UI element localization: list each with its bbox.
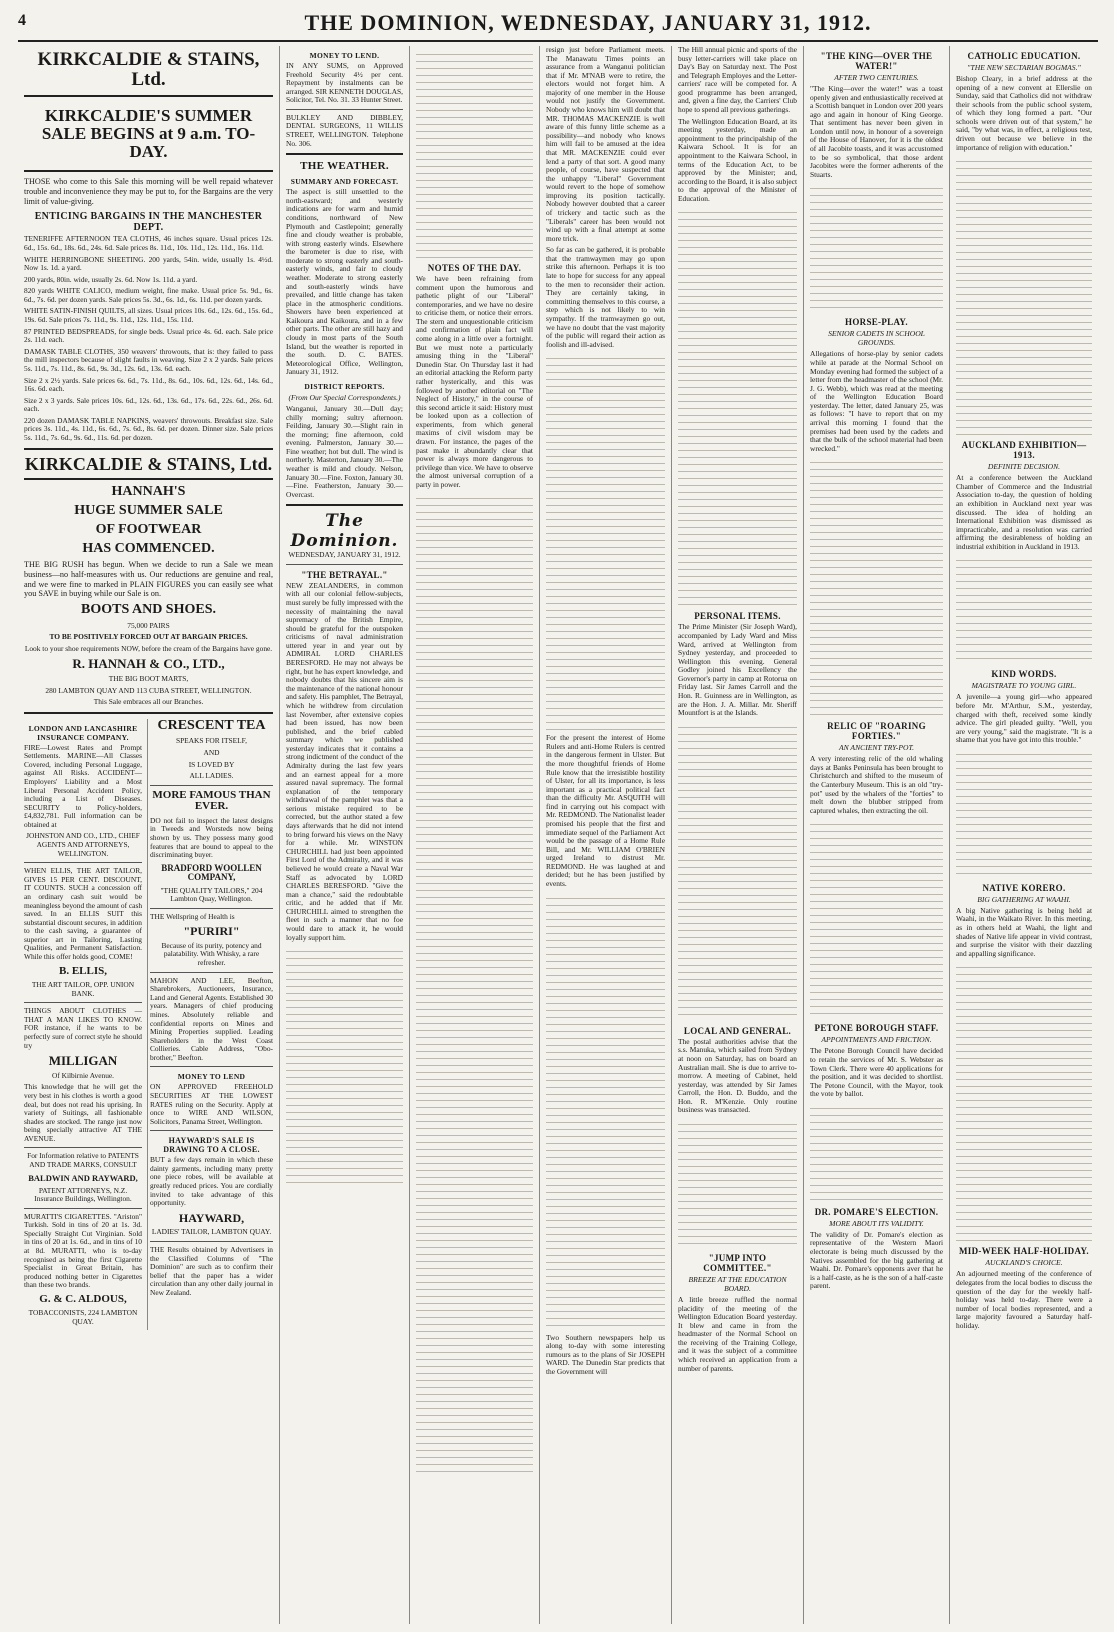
- column-5: [672, 46, 804, 1624]
- native-text: A big Native gathering is being held at Waahi, in the Waikato River. In this meeting, as in others held at Waahi, the light and shades of Native life appear in vivid contrast, and surprise the visitor with their dazzling and appalling significance.: [956, 905, 1092, 958]
- pomare-text: The validity of Dr. Pomare's election as representative of the Western Maori electorate is being much discussed by the Natives assembled for the big gathering at Waahi. Dr. Pomare's opponents aver that he is a half-caste, as he is the son of a half-caste parent.: [810, 1229, 943, 1291]
- bargain-item: Size 2 x 2½ yards. Sale prices 6s. 6d., 7s. 11d., 8s. 6d., 10s. 6d., 12s. 6d., 14s. 6d., 16s. 6d. each.: [24, 375, 273, 394]
- bargain-item: 87 PRINTED BEDSPREADS, for single beds. Usual price 4s. 6d. each. Sale price 2s. 11d. each.: [24, 326, 273, 345]
- masthead: THE DOMINION, WEDNESDAY, JANUARY 31, 1912.: [304, 10, 872, 35]
- horse-text: Allegations of horse-play by senior cadets while at parade at the Normal School on Monday evening had formed the subject of a letter from the headmaster of the school (Mr. J. G. Webb), which was read at the meeting of the Wellington Education Board yesterday. The letter, dated January 25, was as follows: "I have to report that on my arrival this morning I found that the premises had been used by the cadets and that the bulk of the school material had been wrecked.": [810, 349, 943, 453]
- col6-filler-2: [810, 456, 943, 716]
- column-6: [804, 46, 950, 1624]
- col7-filler-2: [956, 554, 1092, 664]
- page-header: [18, 8, 1098, 42]
- half-sub: AUCKLAND'S CHOICE.: [985, 1258, 1063, 1268]
- money-head: MONEY TO LEND.: [309, 51, 380, 60]
- col1-lower-left: [24, 719, 148, 1330]
- insurance-text: FIRE—Lowest Rates and Prompt Settlements. MARINE—All Classes Covered, including Personal Luggage, against All Risks. ACCIDENT—Employers' Liability and a Most Liberal Personal Accident Policy, including a List of Diseases. SECURITY to Policy-holders, £4,832,781. Full information can be obtained at: [24, 742, 142, 829]
- ellis-address: THE ART TAILOR, OPP. UNION BANK.: [31, 980, 135, 998]
- col5-filler-3: [678, 1118, 797, 1248]
- col7-filler-1: [956, 155, 1092, 435]
- auck-text: At a conference between the Auckland Chamber of Commerce and the Industrial Association to-day, the question of holding an exhibition in Auckland next year was discussed. The idea of holding an International Exhibition was dismissed as impracticable, and a resolution was carried affirming the desirableness of holding an industrial exhibition in Auckland in 1913.: [956, 473, 1092, 551]
- col5-text-2: The Wellington Education Board, at its meeting yesterday, made an appointment to the principalship of the Kaiwara School. It is for an appointment to the Kaiwara School, in terms of the Education Act, to be approved by the Minister; and, according to the Board, it is also subject to the approval of the Minister of Education.: [678, 116, 797, 203]
- crescent-head: CRESCENT TEA: [157, 717, 266, 733]
- petone-head: PETONE BOROUGH STAFF.: [814, 1023, 939, 1034]
- crescent-sub-1: SPEAKS FOR ITSELF,: [175, 736, 248, 746]
- famous-text: DO not fail to inspect the latest designs in Tweeds and Worsteds now being shown by us. They possess many good features that are bound to appeal to the discriminating buyer.: [150, 815, 273, 860]
- king-sub: AFTER TWO CENTURIES.: [834, 73, 919, 82]
- dentists-text: BULKLEY AND DIBBLEY, DENTAL SURGEONS, 11 WILLIS STREET, WELLINGTON. Telephone No. 306.: [286, 112, 403, 148]
- puriri-name: "PURIRI": [183, 924, 240, 939]
- hannah-company: R. HANNAH & CO., LTD.,: [72, 656, 225, 672]
- personal-text: The Prime Minister (Sir Joseph Ward), accompanied by Lady Ward and Miss Ward, arrived at Wellington from Sydney yesterday, and proceeded to Wellington this evening. General Godley joined his Excellency the Governor's party in camp at Rotorua on Friday last. Sir James Carroll and the Hon. R. Guinness are in Wellington, as are the Hon. J. A. Millar. Mr. Sheriff Mountfort is at the Islands.: [678, 622, 797, 718]
- hannah-headline-4: HAS COMMENCED.: [82, 540, 215, 556]
- col4-text-2: So far as can be gathered, it is probable that the tramwaymen may go upon strike this afternoon. Perhaps it is too late to hope for success for any appeal to the men to reconsider their action. They are certainly taking, in committing themselves to this course, a step which is not likely to win sympathy. If the tramwaymen go out, we have no doubt that the vast majority of the public will regard their action as foolish and ill-advised.: [546, 245, 665, 349]
- horse-sub: SENIOR CADETS IN SCHOOL GROUNDS.: [828, 329, 925, 348]
- hayward-head: HAYWARD'S SALE IS DRAWING TO A CLOSE.: [163, 1136, 260, 1155]
- col5-text-1: The Hill annual picnic and sports of the busy letter-carriers will take place on Day's Bay on Saturday next. The Post and Telegraph Employes and the Letter-carriers' race will be competed for. A good programme has been arranged, and, given a fine day, the Carriers' Club hope to spend all previous gatherings.: [678, 46, 797, 115]
- hannah-forced: TO BE POSITIVELY FORCED OUT AT BARGAIN PRICES.: [49, 632, 248, 642]
- district-head: DISTRICT REPORTS.: [304, 381, 385, 391]
- col5-filler-1: [678, 206, 797, 606]
- personal-head: PERSONAL ITEMS.: [694, 611, 781, 622]
- hannah-headline-1: HANNAH'S: [111, 484, 186, 500]
- crescent-sub-4: ALL LADIES.: [189, 771, 234, 781]
- hayward-sub: LADIES' TAILOR, LAMBTON QUAY.: [151, 1227, 272, 1237]
- crescent-sub-3: IS LOVED BY: [188, 759, 235, 769]
- bargain-item: WHITE SATIN-FINISH QUILTS, all sizes. Usual prices 10s. 6d., 12s. 6d., 15s. 6d., 19s. 6d. Sale prices 7s. 11d., 9s. 11d., 12s. 11d., 15s. 11d.: [24, 306, 273, 325]
- hannah-look: Look to your shoe requirements NOW, before the cream of the Bargains have gone.: [24, 643, 273, 653]
- col1-lower-right: [150, 719, 273, 1298]
- aldous-name: G. & C. ALDOUS,: [39, 1292, 127, 1305]
- bargain-item: WHITE HERRINGBONE SHEETING. 200 yards, 54in. wide, usually 1s. 4½d. Now 1s. 1d. a yard.: [24, 254, 273, 273]
- col4-text-4: Two Southern newspapers help us along to-day with some interesting rumours as to the plans of Sir JOSEPH WARD. The Dunedin Star predicts that the Government will: [546, 1332, 665, 1376]
- king-text: "The King—over the water!" was a toast openly given and enthusiastically received at a Scottish banquet in London over 200 years ago and again in honour of King George. That sentiment has never been given in London until now, in honour of a sovereign of the House of Hanover, for it is the oldest of all Jacobite toasts, and it was accustomed to be so symbolical, that those ardent Jacobites were the former adherents of the Stuarts.: [810, 84, 943, 179]
- milligan-body: This knowledge that he will get the very best in his clothes is worth a good deal, but does not read his uprising. In variety of Suitings, all fashionable shades are stocked. The range just now being specially attractive AT THE AVENUE.: [24, 1082, 142, 1143]
- jump-head: "JUMP INTO COMMITTEE.": [703, 1252, 772, 1273]
- summer-sale-headline: KIRKCALDIE'S SUMMER SALE BEGINS at 9 a.m. TO-DAY.: [41, 105, 256, 161]
- puriri-body: Because of its purity, potency and palatability. With Whisky, a rare refresher.: [161, 940, 262, 968]
- weather-text: The aspect is still unsettled to the north-eastward; and westerly indications are for warm and humid conditions, northward of New Plymouth and Castlepoint; generally fine and cloudy weather is probable, with strong easterly winds. Elsewhere the barometer is due to rise, with moderate to strong easterly and south-easterly winds, and fair to cloudy weather. Moderate to strong easterly and south-easterly winds have prevailed, and little change has taken place in the atmospheric conditions. Showers have been experienced at Kaikoura and Kaikoura, and in a few other parts. The other are still hazy and cloudy in most parts of the South Island, but the weather is reported in the south. D. C. BATES. Meteorological Office, Wellington, January 31, 1912.: [286, 187, 403, 377]
- kirkcaldie-title: KIRKCALDIE & STAINS, Ltd.: [37, 49, 260, 90]
- jump-sub: BREEZE AT THE EDUCATION BOARD.: [688, 1274, 787, 1293]
- puriri-text: THE Wellspring of Health is: [150, 911, 235, 921]
- patents-text: For Information relative to PATENTS AND TRADE MARKS, CONSULT: [27, 1151, 139, 1169]
- auck-head: AUCKLAND EXHIBITION—1913.: [961, 440, 1087, 461]
- money2-text: ON APPROVED FREEHOLD SECURITIES AT THE LOWEST RATES ruling on the Security. Apply at once to WIRE AND WILSON, Solicitors, Panama Street, Wellington.: [150, 1082, 273, 1126]
- pomare-head: DR. POMARE'S ELECTION.: [814, 1206, 939, 1217]
- hayward-text: BUT a few days remain in which these dainty garments, including many pretty one piece robes, will be available at greatly reduced prices. You are cordially invited to take advantage of this opportunity.: [150, 1155, 273, 1208]
- bradford-name: BRADFORD WOOLLEN COMPANY,: [161, 862, 262, 883]
- column-4: [540, 46, 672, 1624]
- col4-filler-2: [546, 892, 665, 1332]
- col4-text-1: resign just before Parliament meets. The Manawatu Times points an assurance from a Wanganui politician that if Mr. M'NAB were to retire, the electors would not forget him. A majority of one member in the House would not justify the Government. Nobody who knows him will doubt that MR. THOMAS MACKENZIE is well aware of this funny little scheme as a possibility—and nobody who knows him will fail to be amused at the idea that MR. MACKENZIE could ever lend a party of that sort. A good many people, of course, have suspected that the unhappy "Liberal" Government would revert to the hope of somehow improving its position tactically. Nobody however doubted that a career of trickery and tactic such as the "Liberals" career has been would not wind up with a final attempt at some more trick.: [546, 46, 665, 243]
- hannah-pairs: 75,000 PAIRS: [127, 620, 170, 630]
- kind-sub: MAGISTRATE TO YOUNG GIRL.: [971, 681, 1077, 691]
- column-2: [280, 46, 410, 1624]
- bargain-item: 220 dozen DAMASK TABLE NAPKINS, weavers' throwouts. Breakfast size. Sale prices 3s. 11d., 4s. 11d., 6s. 6d., 7s. 6d., 8s. 6d. per dozen. Dinner size. Sale prices 5s. 11d., 7s. 6d., 9s. 6d., 11s. 6d. per dozen.: [24, 415, 273, 442]
- weather-head: THE WEATHER.: [300, 160, 389, 173]
- kind-head: KIND WORDS.: [991, 669, 1057, 680]
- betrayal-text: NEW ZEALANDERS, in common with all our colonial fellow-subjects, must surely be fully impressed with the necessity of maintaining the naval supremacy of the British Empire, should be grateful for the outspoken criticisms of naval administration uttered year in and year out by ADMIRAL LORD CHARLES BERESFORD. He may not always be right, but he has expert knowledge, and nobody doubts that his sincere aim is the maintenance of the national honour and safety. His pamphlet, The Betrayal, which he withdrew from circulation last November, after extensive copies had been issued, has now been published, and the brief cabled summary which we published yesterday indicates that it contains a strong indictment of the conduct of the Admiralty during the last few years and an earnest appeal for a more assured naval supremacy. The formal explanation of the temporary withdrawal of the pamphlet was that a serious mistake required to be corrected, but the author stated a few days afterwards that he did not intend to bring forward his views on the Navy for a while. Mr. WINSTON CHURCHILL had just been appointed First Lord of the Admiralty, and it was believed he would create a Naval War Staff as advocated by LORD CHARLES BERESFORD. "Give the man a chance," said the redoubtable critic, and he added that if Mr. CHURCHILL aimed to strengthen the fleet in such a manner that no foe would dare to attack it, he would loyally support him.: [286, 580, 403, 942]
- native-sub: BIG GATHERING AT WAAHI.: [977, 894, 1071, 904]
- ellis-name: B. ELLIS,: [59, 964, 107, 977]
- results-text: THE Results obtained by Advertisers in the Classified Columns of "The Dominion" are such as to confirm their belief that the paper has a wider circulation than any other daily journal in New Zealand.: [150, 1244, 273, 1297]
- notes-text: We have been refraining from comment upon the humorous and pathetic plight of our "Liberal" contemporaries, and we have no desire to criticise them, or notice their errors. The stern and unquestionable criticism and confirmation of plain fact will come along in a little over a fortnight. But we must note a particularly amusing thing in the "Liberal" Dunedin Star. On Thursday last it had an editorial attacking the Reform party rather hysterically, and this was followed by another editorial on "The Neglect of History," in the course of this second article it said: History must be looked upon as a collection of experiments, from which general maxims of civil wisdom may be drawn. For instance, the pages of the past make it abundantly clear that power is always more dangerous to privilege than vice. We have to observe the almost universal corruption of a party in power.: [416, 274, 533, 489]
- dominion-date: WEDNESDAY, JANUARY 31, 1912.: [288, 550, 401, 560]
- money2-head: MONEY TO LEND: [177, 1072, 246, 1082]
- local-text: The postal authorities advise that the s.s. Manuka, which sailed from Sydney at noon on Saturday, has on board an Australian mail. She is due to arrive to-morrow. A meeting of Cabinet, held yesterday, was attended by Sir James Carroll, the Hon. D. Buddo, and the Hon. R. M'Kenzie. Only routine business was transacted.: [678, 1036, 797, 1115]
- milligan-text: THINGS ABOUT CLOTHES — THAT A MAN LIKES TO KNOW. FOR instance, if he wants to be perfectly sure of correct style he should try: [24, 1006, 142, 1050]
- hayward-name: HAYWARD,: [178, 1210, 245, 1225]
- betrayal-head: "THE BETRAYAL.": [301, 569, 388, 580]
- col3-text-top: [416, 48, 533, 258]
- col6-filler-4: [810, 1102, 943, 1202]
- bargains-subhead: ENTICING BARGAINS IN THE MANCHESTER DEPT.: [34, 211, 263, 234]
- cath-text: Bishop Cleary, in a brief address at the opening of a new convent at Ellerslie on Sunday, said that Catholics did not withdraw their schools from the public school system, of which they long formed a part. "Our schools were driven out of that system," he said, "by what was, in effect, a religious test, driven out because we believe in the importance of religion with education.": [956, 74, 1092, 152]
- kind-text: A juvenile—a young girl—who appeared before Mr. M'Arthur, S.M., yesterday, charged with theft, received some kindly advice. The girl pleaded guilty. "Well, you are very young," said the magistrate. "It is a shame that you have got into this trouble.": [956, 692, 1092, 745]
- bargain-item: Size 2 x 3 yards. Sale prices 10s. 6d., 12s. 6d., 13s. 6d., 17s. 6d., 22s. 6d., 26s. 6d. each.: [24, 395, 273, 414]
- king-head: "THE KING—OVER THE WATER!": [820, 51, 933, 71]
- native-head: NATIVE KORERO.: [982, 882, 1066, 893]
- column-1-advertisements: [18, 46, 280, 1624]
- half-text: An adjourned meeting of the conference of delegates from the local bodies to discuss the question of the day for the weekly half-holiday was held to-day. There were a number of local bodies represented, and a large majority favoured a Saturday half-holiday.: [956, 1269, 1092, 1330]
- col4-text-3: For the present the interest of Home Rulers and anti-Home Rulers is centred in the dangerous ferment in Ulster. But the more thoughtful friends of Home Rule know that the irresistible hostility of Ulster, for all its importance, is less important as a practical political fact than the difficulty Mr. ASQUITH will find in carrying out his compact with Mr. REDMOND. The Nationalist leader promised his people that the first and immediate sequel of the Parliament Act would be the passage of a Home Rule Bill, and Mr. WILLIAM O'BRIEN urged Ireland to distrust Mr. REDMOND. He was laughed at and derided; but he has been justified by events.: [546, 733, 665, 889]
- col6-filler-3: [810, 818, 943, 1018]
- column-7: [950, 46, 1098, 1624]
- dominion-masthead: The Dominion.: [290, 511, 399, 552]
- famous-head: MORE FAMOUS THAN EVER.: [152, 788, 271, 813]
- muratti-text: MURATTI'S CIGARETTES. "Ariston" Turkish. Sold in tins of 20 at 1s. 3d. Specially Straight Cut Virginian. Sold in tins of 20 at 1s. 6d., and in tins of 10 at 8d. MURATTI, who is to-day recognised as being the first Cigarette Specialist in Great Britain, has produced nothing better in Cigarettes than these two brands.: [24, 1211, 142, 1290]
- patents-name: BALDWIN AND RAYWARD,: [28, 1172, 138, 1183]
- column-3: [410, 46, 540, 1624]
- district-text: Wanganui, January 30.—Dull day; chilly morning; sultry afternoon. Feilding, January 30.—Slight rain in the morning; fine afternoon, cold evening. Palmerston, January 30.—Fine weather; hot but dull. The wind is northerly. Masterton, January 30.—The weather is mild and cloudy. Nelson, January 30.—Fine. Foxton, January 30.—Fine. Featherston, January 30.—Overcast.: [286, 403, 404, 499]
- horse-head: HORSE-PLAY.: [845, 317, 908, 328]
- bargain-item: 200 yards, 80in. wide, usually 2s. 6d. Now 1s. 11d. a yard.: [24, 274, 198, 284]
- hannah-company-sub: THE BIG BOOT MARTS,: [108, 673, 189, 683]
- insurance-agents: JOHNSTON AND CO., LTD., CHIEF AGENTS AND ATTORNEYS, WELLINGTON.: [26, 831, 140, 858]
- betrayal-continuation: [286, 945, 403, 1185]
- cath-sub: "THE NEW SECTARIAN BOGMAS.": [967, 63, 1081, 72]
- bargain-item: 820 yards WHITE CALICO, medium weight, fine make. Usual price 5s. 9d., 6s. 6d., 7s. 6d. per dozen yards. Sale prices 5s. 3d., 6s. 1d., 6s. 11d. per dozen yards.: [24, 286, 273, 304]
- bargain-item: DAMASK TABLE CLOTHS, 350 weavers' throwouts, that is: they failed to pass the mill inspectors because of slight faults in weaving. Size 2 x 2 yards. Sale prices 5s. 11d., 7s. 11d., 8s. 6d., 9s. 3d., 12s. 6d., 13s. 6d. each.: [24, 346, 273, 373]
- col7-filler-3: [956, 748, 1092, 878]
- aldous-address: TOBACCONISTS, 224 LAMBTON QUAY.: [28, 1308, 138, 1326]
- col5-filler-2: [678, 721, 797, 1021]
- notes-head: NOTES OF THE DAY.: [427, 263, 522, 273]
- col4-filler-1: [546, 352, 665, 732]
- hannah-text: THE BIG RUSH has begun. When we decide to run a Sale we mean business—no half-measures with us. Our reductions are genuine and real, and we were fine to marked in PLAIN FIGURES you can easily see what you SAVE in buying while our Sale is on.: [24, 560, 273, 599]
- hannah-branches: This Sale embraces all our Branches.: [93, 697, 204, 707]
- jump-text: A little breeze ruffled the normal placidity of the meeting of the Wellington Education Board yesterday. It blew and came in from the headmaster of the Normal School on the receiving of the Training College, and it was the subject of a committee which received an application from a number of parents.: [678, 1294, 797, 1373]
- col7-filler-4: [956, 961, 1092, 1241]
- money-text: IN ANY SUMS, on Approved Freehold Security 4½ per cent. Repayment by instalments can be arranged. SIR KENNETH DOUGLAS, Solicitor, Tel. No. 31. 33 Hunter Street.: [286, 61, 403, 105]
- insurance-title: LONDON AND LANCASHIRE INSURANCE COMPANY.: [28, 723, 138, 742]
- bargain-item: TENERIFFE AFTERNOON TEA CLOTHS, 46 inches square. Usual prices 12s. 6d., 15s. 6d., 18s. 6d., 24s. 6d. Sale prices 8s. 11d., 10s. 11d., 12s. 11d., 16s. 11d.: [24, 234, 273, 252]
- auck-sub: DEFINITE DECISION.: [987, 462, 1061, 472]
- crescent-sub-2: AND: [203, 747, 220, 757]
- relic-text: A very interesting relic of the old whaling days at Banks Peninsula has been brought to Christchurch and shifted to the museum of the Canterbury Museum. This is an old "try-pot" used by the whalers of the "forties" to melt down the blubber stripped from captured whales, then extracting the oil.: [810, 754, 943, 815]
- petone-sub: APPOINTMENTS AND FRICTION.: [821, 1035, 932, 1045]
- bargain-list: [24, 235, 273, 442]
- patents-sub: PATENT ATTORNEYS, N.Z. Insurance Buildings, Wellington.: [34, 1185, 132, 1204]
- cath-head: CATHOLIC EDUCATION.: [967, 51, 1081, 61]
- col3-text-bottom: [416, 492, 533, 1472]
- weather-sub: SUMMARY AND FORECAST.: [290, 177, 399, 187]
- half-head: MID-WEEK HALF-HOLIDAY.: [959, 1246, 1089, 1257]
- ellis-text: WHEN ELLIS, THE ART TAILOR, GIVES 15 PER CENT. DISCOUNT, IT COUNTS. SUCH a concession off an ordinary cash suit would be meaningless beyond the amount of cash saved. In an ELLIS SUIT this substantial discount secures, in addition to the cash saving, a guarantee of superior art in Tailoring, Lasting Qualities, and Permanent Satisfaction. While this offer holds good, COME!: [24, 866, 143, 961]
- relic-head: RELIC OF "ROARING FORTIES.": [827, 721, 926, 742]
- mahon-text: MAHON AND LEE, Beefton, Sharebrokers, Auctioneers, Insurance, Land and General Agents. Established 30 years. Managers of chief producing mines. Absolutely reliable and confidential reports on Mines and Mining Properties supplied. Leading Shareholders in the West Coast Collieries. Cable Address, "Obo-brother," Beefton.: [150, 975, 273, 1062]
- petone-text: The Petone Borough Council have decided to retain the services of Mr. S. Webster as Town Clerk. There were 40 applications for the position, and it was decided to shortlist. The Petone Council, with the Mayor, took the vote by ballot.: [810, 1046, 943, 1099]
- milligan-name: MILLIGAN: [48, 1053, 118, 1069]
- hannah-headline-3: OF FOOTWEAR: [95, 521, 202, 537]
- col6-filler-1: [810, 182, 943, 312]
- pomare-sub: MORE ABOUT ITS VALIDITY.: [829, 1218, 924, 1228]
- relic-sub: AN ANCIENT TRY-POT.: [838, 743, 915, 753]
- milligan-sub: Of Kilbirnie Avenue.: [51, 1070, 115, 1080]
- kirkcaldie-title-2: KIRKCALDIE & STAINS, Ltd.: [24, 453, 273, 474]
- district-sub: (From Our Special Correspondents.): [288, 392, 401, 402]
- sale-intro: THOSE who come to this Sale this morning will be well repaid whatever trouble and inconvenience they may be put to, for the Bargains are the very limit of value-giving.: [24, 177, 273, 206]
- hannah-address: 280 LAMBTON QUAY AND 113 CUBA STREET, WELLINGTON.: [45, 685, 252, 695]
- page-number: 4: [18, 12, 26, 29]
- local-head: LOCAL AND GENERAL.: [683, 1025, 792, 1036]
- bradford-sub: "THE QUALITY TAILORS," 204 Lambton Quay, Wellington.: [160, 885, 263, 904]
- hannah-headline-2: HUGE SUMMER SALE: [74, 503, 223, 519]
- boots-shoes: BOOTS AND SHOES.: [81, 601, 216, 617]
